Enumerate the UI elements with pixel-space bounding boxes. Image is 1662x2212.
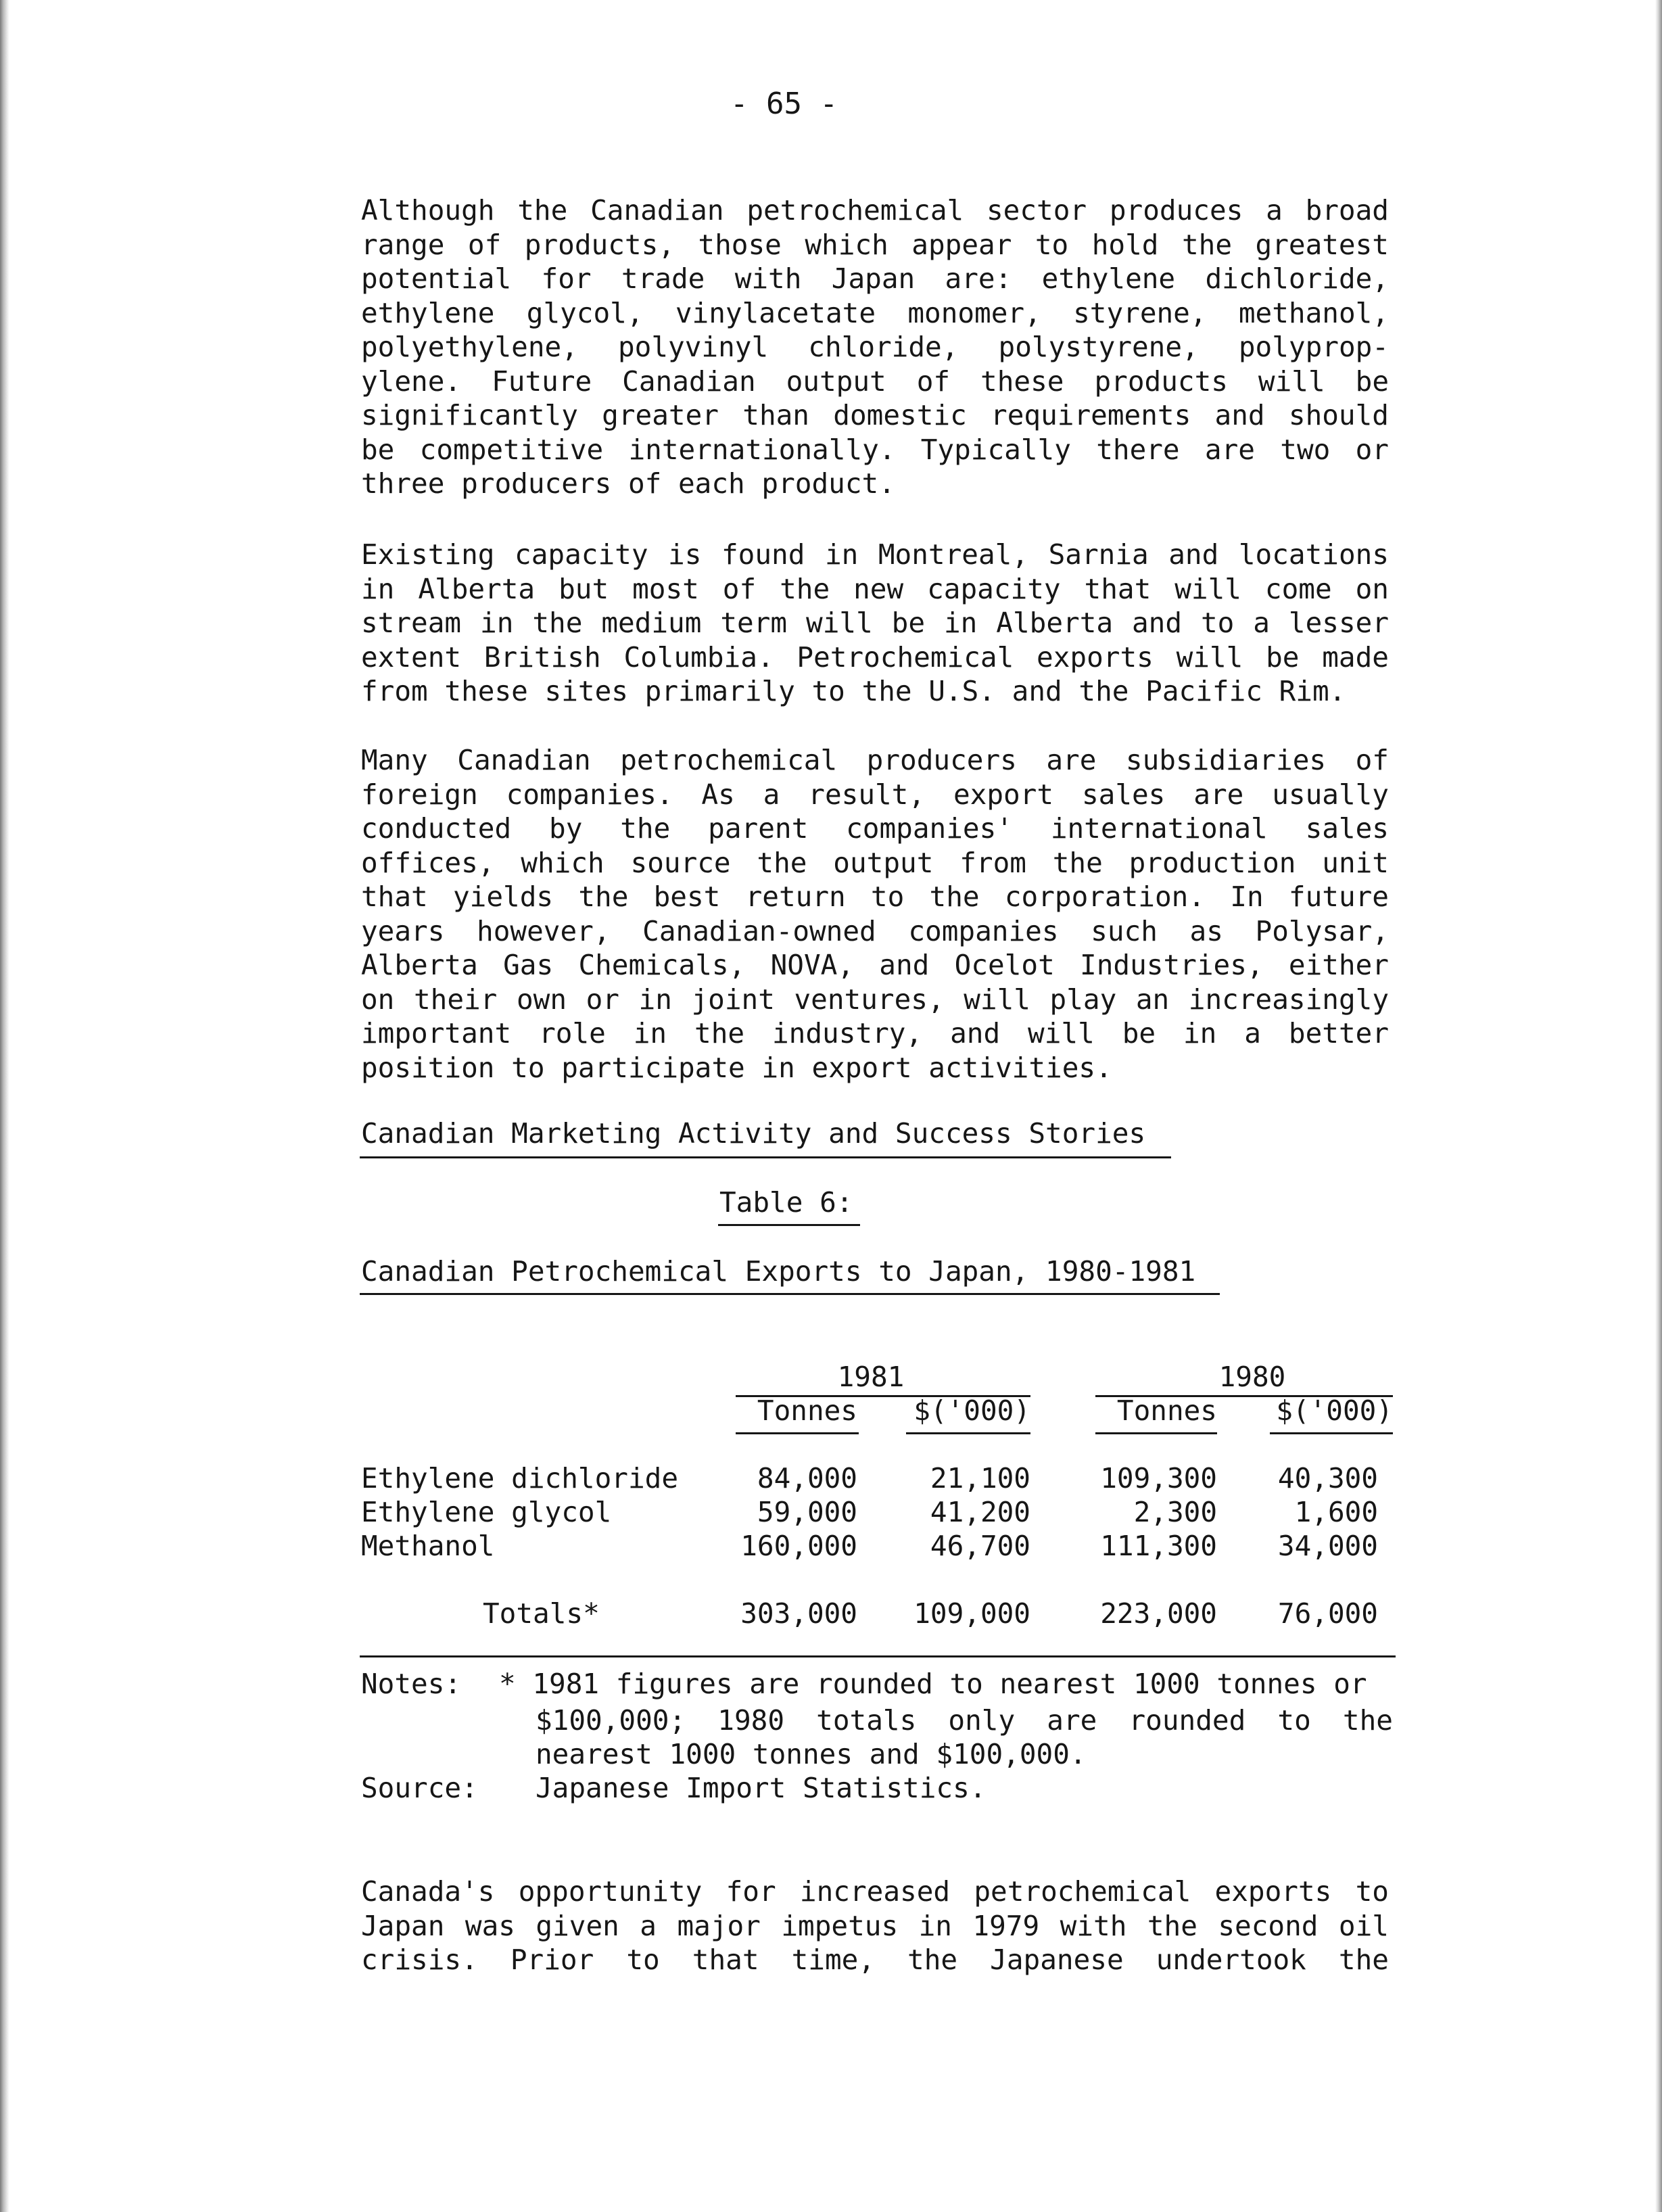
paragraph-line: years however, Canadian-owned companies such as Polysar, bbox=[361, 914, 1389, 947]
paragraph-line: potential for trade with Japan are: ethylene dichloride, bbox=[361, 262, 1389, 295]
paragraph-line: crisis. Prior to that time, the Japanese undertook the bbox=[361, 1944, 1389, 1976]
paragraph-line: ethylene glycol, vinylacetate monomer, styrene, methanol, bbox=[361, 296, 1389, 329]
paragraph-line: Many Canadian petrochemical producers are subsidiaries of bbox=[361, 744, 1389, 776]
totals-cell: 303,000 bbox=[740, 1597, 857, 1630]
subheader-underline bbox=[736, 1432, 859, 1434]
source-label: Source: bbox=[361, 1772, 478, 1804]
table-cell: 84,000 bbox=[757, 1462, 857, 1495]
paragraph-producers bbox=[361, 743, 1389, 1085]
paragraph-line: on their own or in joint ventures, will play an increasingly bbox=[361, 983, 1389, 1016]
table-cell: 34,000 bbox=[1277, 1530, 1378, 1562]
paragraph-line: Existing capacity is found in Montreal, Sarnia and locations bbox=[361, 538, 1389, 571]
paragraph-capacity bbox=[361, 538, 1389, 709]
subheader-underline bbox=[1270, 1432, 1393, 1434]
subheader-underline bbox=[1095, 1432, 1217, 1434]
notes-line: nearest 1000 tonnes and $100,000. bbox=[536, 1738, 1087, 1770]
notes-label: Notes: bbox=[361, 1668, 462, 1700]
table-bottom-rule bbox=[360, 1655, 1396, 1657]
paragraph-line: Canada's opportunity for increased petrochemical exports to bbox=[361, 1875, 1389, 1908]
paragraph-line: Alberta Gas Chemicals, NOVA, and Ocelot Industries, either bbox=[361, 949, 1389, 981]
paragraph-line: range of products, those which appear to hold the greatest bbox=[361, 228, 1389, 261]
table-cell: 41,200 bbox=[930, 1496, 1030, 1528]
paragraph-line: three producers of each product. bbox=[361, 467, 895, 500]
subheader-underline bbox=[906, 1432, 1030, 1434]
row-label: Ethylene glycol bbox=[361, 1496, 612, 1528]
totals-label: Totals* bbox=[483, 1597, 600, 1630]
paragraph-line: ylene. Future Canadian output of these products will be bbox=[361, 364, 1389, 398]
scan-left-edge bbox=[0, 0, 9, 2212]
paragraph-line: extent British Columbia. Petrochemical exports will be made bbox=[361, 640, 1389, 674]
table-cell: 2,300 bbox=[1133, 1496, 1217, 1528]
paragraph-line: conducted by the parent companies' international sales bbox=[361, 812, 1389, 845]
paragraph-line: that yields the best return to the corporation. In future bbox=[361, 880, 1389, 913]
paragraph-line: polyethylene, polyvinyl chloride, polystyrene, polyprop- bbox=[361, 331, 1389, 363]
paragraph-line: significantly greater than domestic requirements and should bbox=[361, 399, 1389, 431]
paragraph-line: in Alberta but most of the new capacity that will come on bbox=[361, 572, 1389, 605]
table-cell: 1,600 bbox=[1294, 1496, 1378, 1528]
paragraph-opportunity bbox=[361, 1875, 1389, 1977]
table-title-underline bbox=[360, 1293, 1220, 1295]
row-label: Ethylene dichloride bbox=[361, 1462, 678, 1495]
table-label-underline bbox=[718, 1224, 860, 1226]
paragraph-line: offices, which source the output from the production unit bbox=[361, 846, 1389, 879]
subheader-tonnes-1980: Tonnes bbox=[1116, 1394, 1217, 1427]
paragraph-line: important role in the industry, and will be in a better bbox=[361, 1017, 1389, 1050]
totals-cell: 223,000 bbox=[1100, 1597, 1217, 1630]
subheader-value-1980: $('000) bbox=[1276, 1394, 1393, 1427]
section-heading-underline bbox=[360, 1156, 1171, 1158]
paragraph-line: from these sites primarily to the U.S. and the Pacific Rim. bbox=[361, 675, 1346, 707]
table-label: Table 6: bbox=[719, 1186, 853, 1219]
table-cell: 40,300 bbox=[1277, 1462, 1378, 1495]
table-cell: 109,300 bbox=[1100, 1462, 1217, 1495]
subheader-tonnes-1981: Tonnes bbox=[757, 1394, 857, 1427]
totals-cell: 109,000 bbox=[913, 1597, 1030, 1630]
subheader-value-1981: $('000) bbox=[913, 1394, 1030, 1427]
page-number: - 65 - bbox=[730, 87, 838, 121]
notes-line: $100,000; 1980 totals only are rounded to the bbox=[536, 1704, 1393, 1737]
totals-cell: 76,000 bbox=[1277, 1597, 1378, 1630]
paragraph-line: be competitive internationally. Typically there are two or bbox=[361, 433, 1389, 466]
table-cell: 46,700 bbox=[930, 1530, 1030, 1562]
table-cell: 21,100 bbox=[930, 1462, 1030, 1495]
table-cell: 160,000 bbox=[740, 1530, 857, 1562]
paragraph-line: Japan was given a major impetus in 1979 with the second oil bbox=[361, 1909, 1389, 1942]
paragraph-line: Although the Canadian petrochemical sector produces a broad bbox=[361, 194, 1389, 227]
scan-right-edge bbox=[1655, 0, 1662, 2212]
year-header-1980: 1980 bbox=[1218, 1361, 1286, 1393]
paragraph-line: position to participate in export activities. bbox=[361, 1051, 1112, 1084]
paragraph-line: foreign companies. As a result, export sales are usually bbox=[361, 778, 1389, 811]
paragraph-line: stream in the medium term will be in Alberta and to a lesser bbox=[361, 607, 1389, 639]
notes-line: * 1981 figures are rounded to nearest 1000 tonnes or bbox=[499, 1668, 1367, 1700]
table-cell: 59,000 bbox=[757, 1496, 857, 1528]
table-title: Canadian Petrochemical Exports to Japan, 1980-1981 bbox=[361, 1255, 1196, 1288]
year-header-1981: 1981 bbox=[837, 1361, 905, 1393]
table-cell: 111,300 bbox=[1100, 1530, 1217, 1562]
row-label: Methanol bbox=[361, 1530, 495, 1562]
section-heading: Canadian Marketing Activity and Success Stories bbox=[361, 1117, 1146, 1150]
paragraph-intro bbox=[361, 193, 1389, 501]
source-text: Japanese Import Statistics. bbox=[536, 1772, 987, 1804]
